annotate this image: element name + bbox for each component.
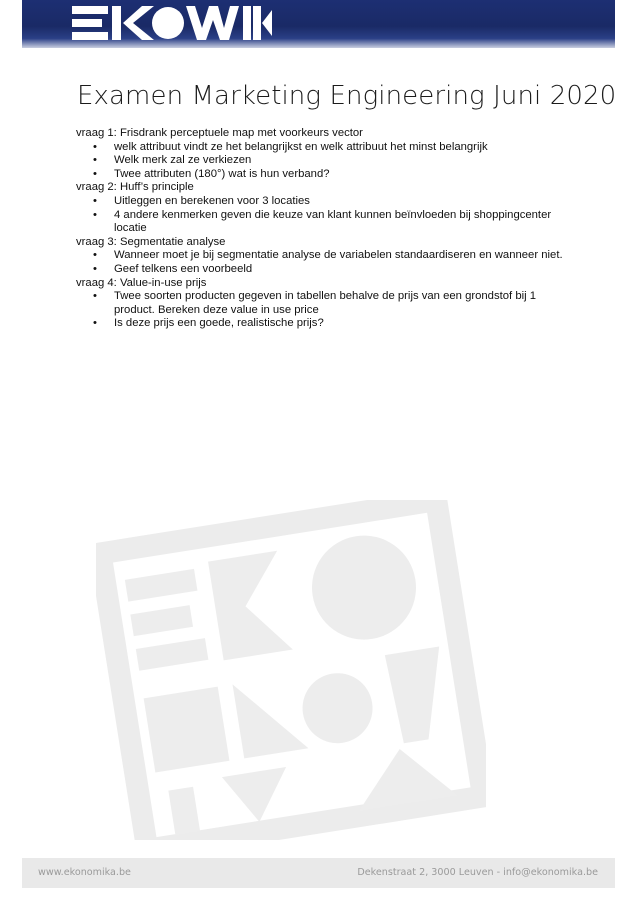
exam-questions <box>76 127 566 331</box>
question-title: vraag 3: Segmentatie analyse <box>76 235 226 248</box>
list-item: • Twee soorten producten gegeven in tabellen behalve de prijs van een grondstof bij 1 product. Bereken deze value in use price <box>93 290 537 316</box>
footer-address: Dekenstraat 2, 3000 Leuven - info@ekonomika.be <box>357 867 598 878</box>
list-item: • 4 andere kenmerken geven die keuze van klant kunnen beïnvloeden bij shoppingcenter locatie <box>93 208 552 235</box>
ekonomika-watermark <box>96 500 486 840</box>
bullet-icon: • <box>93 290 97 303</box>
list-item: • Is deze prijs een goede, realistische prijs? <box>93 317 324 330</box>
bullet-list <box>76 195 566 236</box>
bullet-list <box>76 141 566 182</box>
question-3 <box>76 236 566 277</box>
ekoniki-logo <box>72 6 272 40</box>
list-item: • Welk merk zal ze verkiezen <box>93 154 252 167</box>
bullet-icon: • <box>93 317 97 330</box>
bullet-icon: • <box>93 167 97 180</box>
bullet-icon: • <box>93 140 97 153</box>
question-2 <box>76 181 566 235</box>
list-item: • Geef telkens een voorbeeld <box>93 262 253 275</box>
question-title: vraag 1: Frisdrank perceptuele map met voorkeurs vector <box>76 127 363 139</box>
header-band <box>22 0 615 48</box>
list-item: • Wanneer moet je bij segmentatie analyse de variabelen standaardiseren en wanneer niet. <box>93 249 563 262</box>
bullet-icon: • <box>93 262 97 275</box>
footer-website: www.ekonomika.be <box>38 867 131 878</box>
question-title: vraag 4: Value-in-use prijs <box>76 276 207 289</box>
bullet-list <box>76 249 566 276</box>
bullet-icon: • <box>93 154 97 167</box>
list-item: • Uitleggen en berekenen voor 3 locaties <box>93 194 310 207</box>
bullet-icon: • <box>93 249 97 262</box>
bullet-icon: • <box>93 194 97 207</box>
question-1 <box>76 127 566 181</box>
question-title: vraag 2: Huff’s principle <box>76 181 194 194</box>
bullet-list <box>76 290 566 331</box>
question-4 <box>76 277 566 331</box>
page-title: Examen Marketing Engineering Juni 2020 <box>77 81 617 111</box>
list-item: • welk attribuut vindt ze het belangrijkst en welk attribuut het minst belangrijk <box>93 140 488 153</box>
list-item: • Twee attributen (180°) wat is hun verband? <box>93 167 330 180</box>
bullet-icon: • <box>93 208 97 221</box>
